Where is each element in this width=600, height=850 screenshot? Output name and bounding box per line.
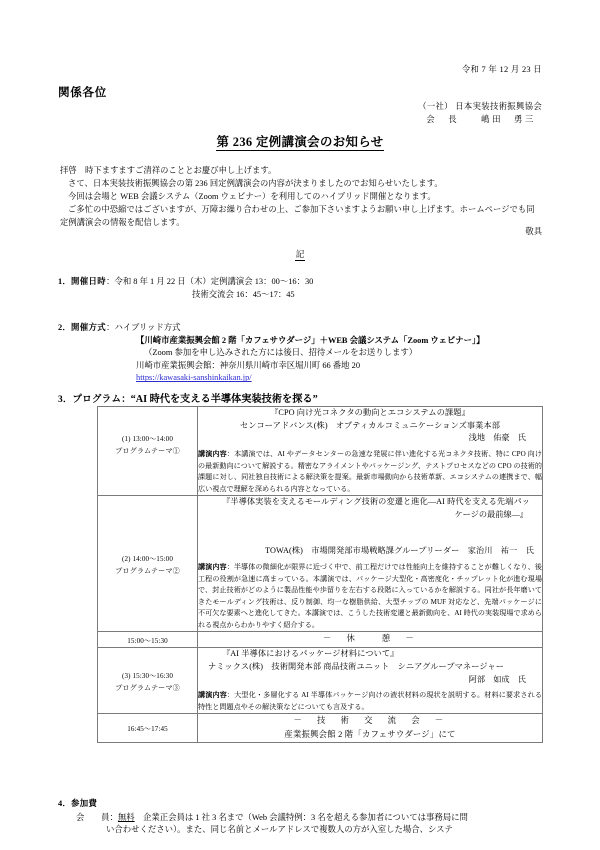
talk-abstract [198,690,542,713]
section-3-label: プログラム [72,395,122,405]
document-date: 令和 7 年 12 月 23 日 [461,65,542,74]
fee-member-amount: 無料 [117,812,135,822]
talk-speaker-name: 浅地 佑豪 氏 [468,433,526,443]
issuer-role: 会 長 嶋田 勇三 [426,115,536,125]
fee-member-continuation: い合わせください）。また、同じ名前とメールアドレスで複数人の方が入室した場合、システ [106,824,453,834]
talk-title-cont: ケージの最前線—』 [454,509,528,519]
talk-speaker-name: 阿部 如成 氏 [468,674,526,684]
talk-speaker-org: ナミックス(株) 技術開発本部 商品技術ユニット シニアグループマネージャー [208,661,505,671]
talk-abstract [198,562,542,631]
program-time: 15:00〜15:30 [127,637,168,646]
program-time-cell [98,648,198,714]
issuer-block [418,100,542,127]
talk-abstract [198,449,542,495]
issuer-organization: （一社） 日本実装技術振興協会 [418,102,542,111]
section-1-sep: ： [106,277,115,286]
section-2-value: ハイブリッド方式 [114,323,181,332]
section-1-label: 開催日時 [70,277,107,286]
table-row [98,714,543,743]
program-theme: “AI 時代を支える半導体実装技術を探る” [130,394,318,405]
section-1-line-2: 技術交流会 16：45〜17：45 [192,289,295,299]
program-time: (3) 15:30〜16:30 [122,672,173,681]
greeting-line-1: 拝啓 時下ますますご清祥のこととお慶び申し上げます。 [60,166,277,175]
program-time-cell [98,496,198,632]
section-date-time [58,276,313,301]
section-1-line-1: 令和 8 年 1 月 22 日（木）定例講演会 13：00〜16：30 [114,277,314,286]
program-theme-label: プログラムテーマ① [115,447,180,456]
ki-marker-text: 記 [295,249,305,259]
greeting-line-4: ご多忙の中恐縮ではございますが、万障お繰り合わせの上、ご参加下さいますようお願い申し上げます。ホームページでも同定例講演会の情報を配信します。 [60,205,535,228]
venue-website-link[interactable]: https://kawasaki-sanshinkaikan.jp/ [136,373,252,383]
abstract-label: 講演内容 [198,450,227,459]
abstract-text: ：本講演では、AI やデータセンターの急速な発展に伴い進化する光コネクタ技術、特に CPO 向けの最新動向について解説する。精密なアライメントやパッケージング、テストプロセスなどの CPO の技術的課題に対し、同社独自技術による解決策を提案。最新市場動向から技術革新、エコシステムの連携まで、幅広い視点で理解を深められる内容となっている。 [198,450,542,493]
section-fee [58,798,554,836]
section-1-number: 1． [58,277,71,286]
program-body-cell [198,496,543,632]
spacer [198,521,542,545]
section-2-address: 川崎市産業振興会館：神奈川県川崎市幸区堀川町 66 番地 20 [136,360,361,370]
section-format [58,322,485,385]
program-body-cell [198,648,543,714]
greeting-block [60,164,542,229]
networking-label: － 技 術 交 流 会 － [293,716,447,726]
program-break-cell [198,632,543,648]
fee-member-text: 企業正会員は 1 社 3 名まで（Web 会議特例：3 名を超える参加者については事務局に問 [134,812,468,822]
greeting-line-2: さて、日本実装技術振興協会の第 236 回定例講演会の内容が決まりましたのでお知らせいたします。 [68,179,443,189]
program-time: 16:45〜17:45 [127,725,168,734]
program-time-cell [98,407,198,496]
section-program-heading [58,392,318,407]
table-row [98,496,543,632]
program-time-cell [98,632,198,648]
networking-venue: 産業振興会館 2 階「カフェサウダージ」にて [284,730,456,740]
abstract-text: ：半導体の微細化が限界に近づく中で、前工程だけでは性能向上を維持することが難しくなり、後工程の役割が急速に高まっている。本講演では、パッケージ大型化・高密度化・チップレット化が進む現場で、封止技術がどのように製品性能や歩留りを左右する段階に入っているかを解説する。同社が長年磨いてきたモールディング技術は、反り制御、均一な樹脂供給、大型チップの MUF 対応など、先端パッケージに不可欠な要素へと進化してきた。本講演では、こうした技術変遷と最新動向を、AI 時代の実装現場で求められる視点からわかりやすく紹介する。 [198,563,542,629]
abstract-label: 講演内容 [198,691,227,700]
section-4-number: 4． [58,799,71,808]
talk-title: 『CPO 向け光コネクタの動向とエコシステムの課題』 [270,408,470,417]
program-body-cell [198,407,543,496]
program-time: (1) 13:00〜14:00 [122,435,173,443]
program-networking-cell [198,714,543,743]
table-row [98,648,543,714]
fee-member-line [58,811,554,824]
talk-title: 『半導体実装を支えるモールディング技術の変遷と進化—AI 時代を支える先端パッ [222,497,531,507]
table-row [98,407,543,496]
section-3-number: 3． [58,395,73,405]
section-3-sep: ： [121,395,131,405]
table-row [98,632,543,648]
abstract-label: 講演内容 [198,563,227,572]
section-2-label: 開催方式 [70,323,107,332]
addressee: 関係各位 [58,86,107,99]
break-label: － 休 憩 － [322,634,418,644]
ki-marker [0,248,600,260]
program-theme-label: プログラムテーマ③ [115,684,180,693]
section-4-label: 参加費 [70,799,98,808]
section-2-number: 2． [58,323,71,332]
talk-speaker-org: センコーアドバンス(株) オプティカルコミュニケーションズ事業本部 [239,420,501,430]
talk-speaker-org: TOWA(株) 市場開発部市場戦略課グループリーダー 家治川 祐一 氏 [265,546,534,556]
closing-salutation: 敬具 [525,227,542,236]
program-time: (2) 14:00〜15:00 [122,555,173,564]
section-2-venue: 【川崎市産業振興会館 2 階「カフェサウダージ」＋WEB 会議システム「Zoom ウェビナー」】 [136,335,485,345]
program-table [97,406,543,743]
abstract-text: ：大型化・多層化する AI 半導体パッケージ向けの液状材料の現状を説明する。材料に要求される特性と問題点やその解決策などについても言及する。 [198,691,542,711]
section-2-sep: ： [106,323,115,332]
talk-title: 『AI 半導体におけるパッケージ材料について』 [222,649,399,659]
program-time-cell [98,714,198,743]
section-2-zoom-note: （Zoom 参加を申し込みされた方には後日、招待メールをお送りします） [144,348,418,358]
greeting-line-3: 今回は会場と WEB 会議システム（Zoom ウェビナー）を利用してのハイブリッド開催となります。 [68,192,436,202]
fee-member-sep: ： [109,812,118,822]
program-theme-label: プログラムテーマ② [115,567,180,576]
page-title [0,134,600,152]
fee-member-label: 会 員 [76,812,110,822]
page-title-text: 第 236 定例講演会のお知らせ [216,135,384,149]
